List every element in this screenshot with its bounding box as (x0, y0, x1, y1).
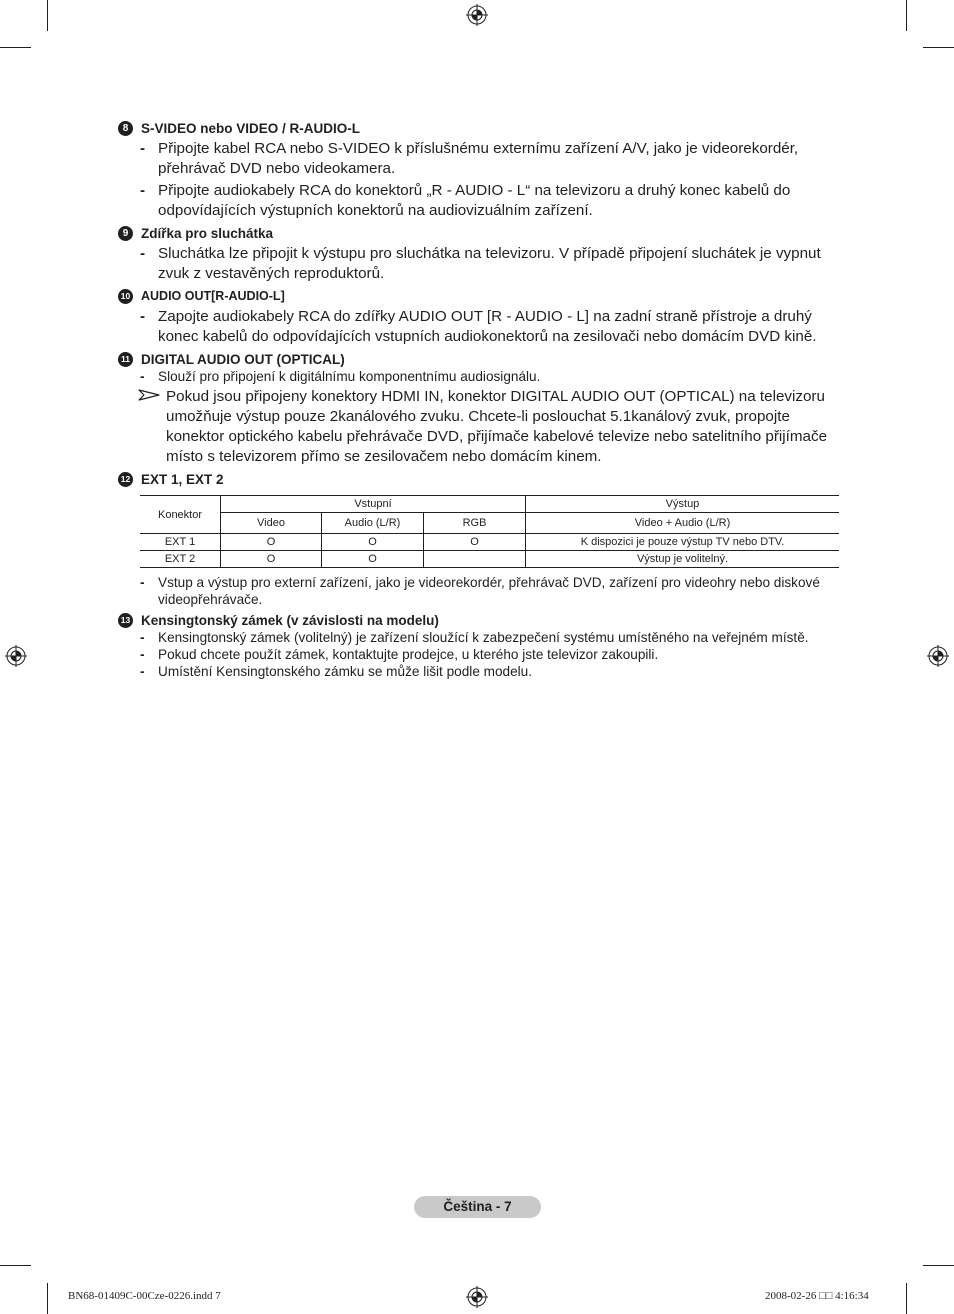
list-item: - Pokud chcete použít zámek, kontaktujte prodejce, u kterého jste televizor zakoupili. (140, 647, 659, 662)
table-row (140, 534, 839, 551)
number-badge-icon: 11 (118, 352, 133, 367)
registration-mark-icon (466, 4, 488, 26)
list-item-text: Připojte kabel RCA nebo S-VIDEO k příslušnému externímu zařízení A/V, jako je videorekordér, přehrávač DVD nebo videokamera. (158, 140, 799, 177)
section-heading (118, 612, 840, 629)
ext-table (140, 495, 839, 568)
section-heading (118, 120, 840, 137)
section-title: S-VIDEO nebo VIDEO / R-AUDIO-L (141, 121, 361, 136)
section-heading (118, 471, 840, 488)
note-arrow-icon (138, 389, 160, 401)
crop-mark (923, 1265, 954, 1266)
section-title: AUDIO OUT[R-AUDIO-L] (141, 289, 285, 303)
note (118, 387, 840, 467)
table-header-cell: Výstup (526, 496, 840, 513)
table-cell: O (424, 534, 526, 551)
section-heading (118, 351, 840, 368)
section-title: DIGITAL AUDIO OUT (OPTICAL) (141, 352, 345, 367)
list-item: - Umístění Kensingtonského zámku se může lišit podle modelu. (140, 664, 533, 679)
list-item: - Sluchátka lze připojit k výstupu pro sluchátka na televizoru. V případě připojení sluchátek je vypnut zvuk z vestavěných reproduktorů. (140, 245, 821, 282)
table-header-cell: RGB (424, 513, 526, 534)
list-item: - Kensingtonský zámek (volitelný) je zařízení sloužící k zabezpečení systému umístěného na veřejném místě. (140, 630, 809, 645)
crop-mark (906, 0, 907, 31)
section-title: Zdířka pro sluchátka (141, 226, 274, 241)
crop-mark (47, 0, 48, 31)
section-heading (118, 288, 840, 305)
crop-mark (47, 1283, 48, 1314)
list-item-text: Umístění Kensingtonského zámku se může lišit podle modelu. (158, 664, 533, 679)
registration-mark-icon (5, 645, 27, 667)
crop-mark (0, 1265, 31, 1266)
table-cell: O (221, 534, 322, 551)
table-cell: K dispozici je pouze výstup TV nebo DTV. (526, 534, 840, 551)
list-item-text: Slouží pro připojení k digitálnímu komponentnímu audiosignálu. (158, 369, 541, 384)
table-cell: O (322, 551, 424, 568)
number-badge-icon: 10 (118, 289, 133, 304)
table-header-row (140, 513, 839, 534)
registration-mark-icon (466, 1286, 488, 1308)
list-item: - Slouží pro připojení k digitálnímu komponentnímu audiosignálu. (140, 369, 541, 384)
table-row (140, 551, 839, 568)
number-badge-icon: 9 (118, 226, 133, 241)
table-cell: O (322, 534, 424, 551)
table-cell: EXT 1 (140, 534, 221, 551)
number-badge-icon: 12 (118, 472, 133, 487)
list-item: - Připojte kabel RCA nebo S-VIDEO k příslušnému externímu zařízení A/V, jako je videorekordér, přehrávač DVD nebo videokamera. (140, 140, 799, 177)
number-badge-icon: 8 (118, 121, 133, 136)
table-header-cell: Video (221, 513, 322, 534)
list-item: - Vstup a výstup pro externí zařízení, jako je videorekordér, přehrávač DVD, zařízení pro videohry nebo diskové videopřehrávače. (140, 575, 820, 607)
table-header-cell: Konektor (140, 496, 221, 534)
registration-mark-icon (927, 645, 949, 667)
section-heading (118, 225, 840, 242)
list-item: - Připojte audiokabely RCA do konektorů „R - AUDIO - L“ na televizoru a druhý konec kabelů do odpovídajících výstupních konektorů na audiovizuálním zařízení. (140, 182, 791, 219)
page-number-badge: Čeština - 7 (414, 1196, 541, 1218)
note-text: Pokud jsou připojeny konektory HDMI IN, konektor DIGITAL AUDIO OUT (OPTICAL) na televizoru umožňuje výstup pouze 2kanálového zvuku. Chcete-li poslouchat 5.1kanálový zvuk, propojte konektor optického kabelu přehrávače DVD, přijímače kabelové televize nebo satelitního přijímače místo s televizorem přímo se zesilovačem nebo domácím kinem. (166, 388, 828, 465)
table-cell (424, 551, 526, 568)
list-item-text: Sluchátka lze připojit k výstupu pro sluchátka na televizoru. V případě připojení sluchátek je vypnut zvuk z vestavěných reproduktorů. (158, 245, 821, 282)
table-cell: Výstup je volitelný. (526, 551, 840, 568)
table-cell: O (221, 551, 322, 568)
crop-mark (923, 47, 954, 48)
section-title: EXT 1, EXT 2 (141, 472, 224, 487)
list-item-text: Připojte audiokabely RCA do konektorů „R - AUDIO - L“ na televizoru a druhý konec kabelů do odpovídajících výstupních konektorů na audiovizuálním zařízení. (158, 182, 791, 219)
table-header-cell: Audio (L/R) (322, 513, 424, 534)
crop-mark (906, 1283, 907, 1314)
list-item: - Zapojte audiokabely RCA do zdířky AUDIO OUT [R - AUDIO - L] na zadní straně přístroje a druhý konec kabelů do odpovídajících vstupních audiokonektorů na zesilovači nebo domácím DVD kině. (140, 308, 817, 345)
print-slug-left: BN68-01409C-00Cze-0226.indd 7 (68, 1290, 221, 1302)
number-badge-icon: 13 (118, 613, 133, 628)
list-item-text: Zapojte audiokabely RCA do zdířky AUDIO OUT [R - AUDIO - L] na zadní straně přístroje a druhý konec kabelů do odpovídajících vstupních audiokonektorů na zesilovači nebo domácím DVD kině. (158, 308, 817, 345)
table-header-row (140, 496, 839, 513)
list-item-text: Pokud chcete použít zámek, kontaktujte prodejce, u kterého jste televizor zakoupili. (158, 647, 659, 662)
table-header-cell: Video + Audio (L/R) (526, 513, 840, 534)
page-content (118, 116, 840, 680)
section-title: Kensingtonský zámek (v závislosti na modelu) (141, 613, 439, 628)
crop-mark (0, 47, 31, 48)
table-header-cell: Vstupní (221, 496, 526, 513)
list-item-text: Vstup a výstup pro externí zařízení, jako je videorekordér, přehrávač DVD, zařízení pro videohry nebo diskové videopřehrávače. (158, 575, 820, 607)
table-cell: EXT 2 (140, 551, 221, 568)
print-slug-right: 2008-02-26 □□ 4:16:34 (765, 1290, 869, 1302)
list-item-text: Kensingtonský zámek (volitelný) je zařízení sloužící k zabezpečení systému umístěného na veřejném místě. (158, 630, 809, 645)
